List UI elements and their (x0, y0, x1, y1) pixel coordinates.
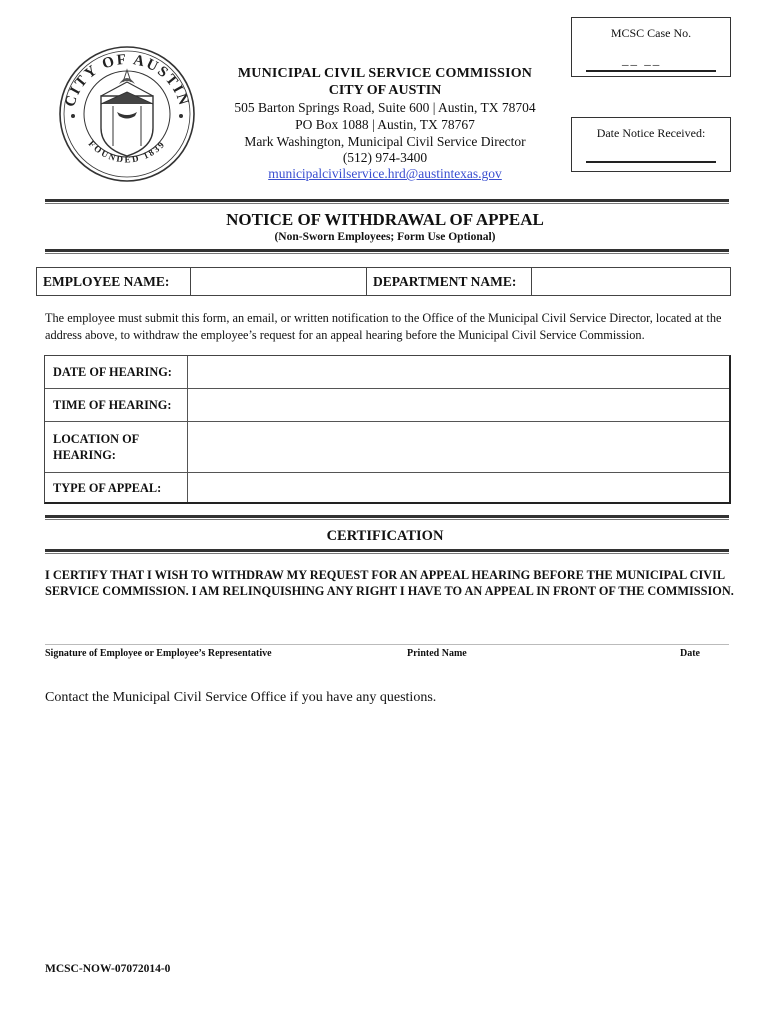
date-notice-box (571, 117, 731, 172)
location-of-hearing-field[interactable] (188, 422, 729, 472)
certification-heading: CERTIFICATION (326, 528, 444, 544)
city-seal (57, 44, 197, 184)
date-of-hearing-field[interactable] (188, 356, 729, 388)
svg-text:FOUNDED 1839 (87, 138, 168, 164)
header-divider (45, 199, 729, 204)
printed-name-label: Printed Name (407, 648, 467, 659)
case-number-dashes: __ __ (622, 52, 662, 67)
type-of-appeal-label: TYPE OF APPEAL: (45, 473, 188, 502)
hearing-row-location (45, 422, 729, 473)
case-number-line[interactable] (586, 70, 716, 72)
department-name-label: DEPARTMENT NAME: (367, 268, 532, 295)
contact-text: Contact the Municipal Civil Service Office if you have any questions. (45, 690, 437, 705)
form-subtitle: (Non-Sworn Employees; Form Use Optional) (274, 231, 496, 243)
case-number-box (571, 17, 731, 77)
signature-label: Signature of Employee or Employee’s Representative (45, 648, 272, 659)
date-label: Date (680, 648, 700, 659)
date-of-hearing-label: DATE OF HEARING: (45, 356, 188, 388)
date-notice-label: Date Notice Received: (596, 126, 706, 140)
hearing-row-date (45, 356, 729, 389)
date-notice-line[interactable] (586, 161, 716, 163)
employee-department-row (36, 267, 731, 296)
email-link[interactable]: municipalcivilservice.hrd@austintexas.gov (268, 166, 502, 181)
certification-divider-bottom (45, 549, 729, 554)
department-name-field[interactable] (532, 268, 730, 295)
address-line-1: 505 Barton Springs Road, Suite 600 | Austin, TX 78704 (234, 100, 536, 115)
form-code: MCSC-NOW-07072014-0 (45, 963, 171, 975)
employee-name-field[interactable] (191, 268, 367, 295)
seal-top-text: CITY OF AUSTIN (62, 51, 192, 109)
hearing-table (44, 355, 731, 504)
instructions-text: The employee must submit this form, an email, or written notification to the Office of the Municipal Civil Service Director, located at the address above, to withdraw the employee’s request for an appeal hearing before the Municipal Civil Service Commission. (45, 311, 722, 342)
employee-name-label: EMPLOYEE NAME: (37, 268, 191, 295)
signature-line[interactable] (45, 644, 729, 645)
form-title: NOTICE OF WITHDRAWAL OF APPEAL (226, 210, 544, 229)
certification-text: I CERTIFY THAT I WISH TO WITHDRAW MY REQUEST FOR AN APPEAL HEARING BEFORE THE MUNICIPAL CIVIL SERVICE COMMISSION. I AM RELINQUISHING ANY RIGHT I HAVE TO AN APPEAL IN FRONT OF THE COMMISSION. (45, 568, 734, 598)
title-divider (45, 249, 729, 254)
type-of-appeal-field[interactable] (188, 473, 729, 502)
address-line-2: PO Box 1088 | Austin, TX 78767 (295, 117, 475, 132)
director-line: Mark Washington, Municipal Civil Service Director (244, 134, 526, 149)
hearing-row-type (45, 473, 729, 502)
time-of-hearing-field[interactable] (188, 389, 729, 421)
phone-line: (512) 974-3400 (342, 150, 428, 165)
city-name: CITY OF AUSTIN (328, 83, 442, 98)
time-of-hearing-label: TIME OF HEARING: (45, 389, 188, 421)
hearing-row-time (45, 389, 729, 422)
seal-bottom-text: FOUNDED 1839 (86, 138, 168, 165)
commission-title: MUNICIPAL CIVIL SERVICE COMMISSION (237, 66, 533, 81)
location-of-hearing-label: LOCATION OF HEARING: (45, 422, 188, 472)
case-number-label: MCSC Case No. (610, 26, 692, 40)
certification-divider (45, 515, 729, 520)
